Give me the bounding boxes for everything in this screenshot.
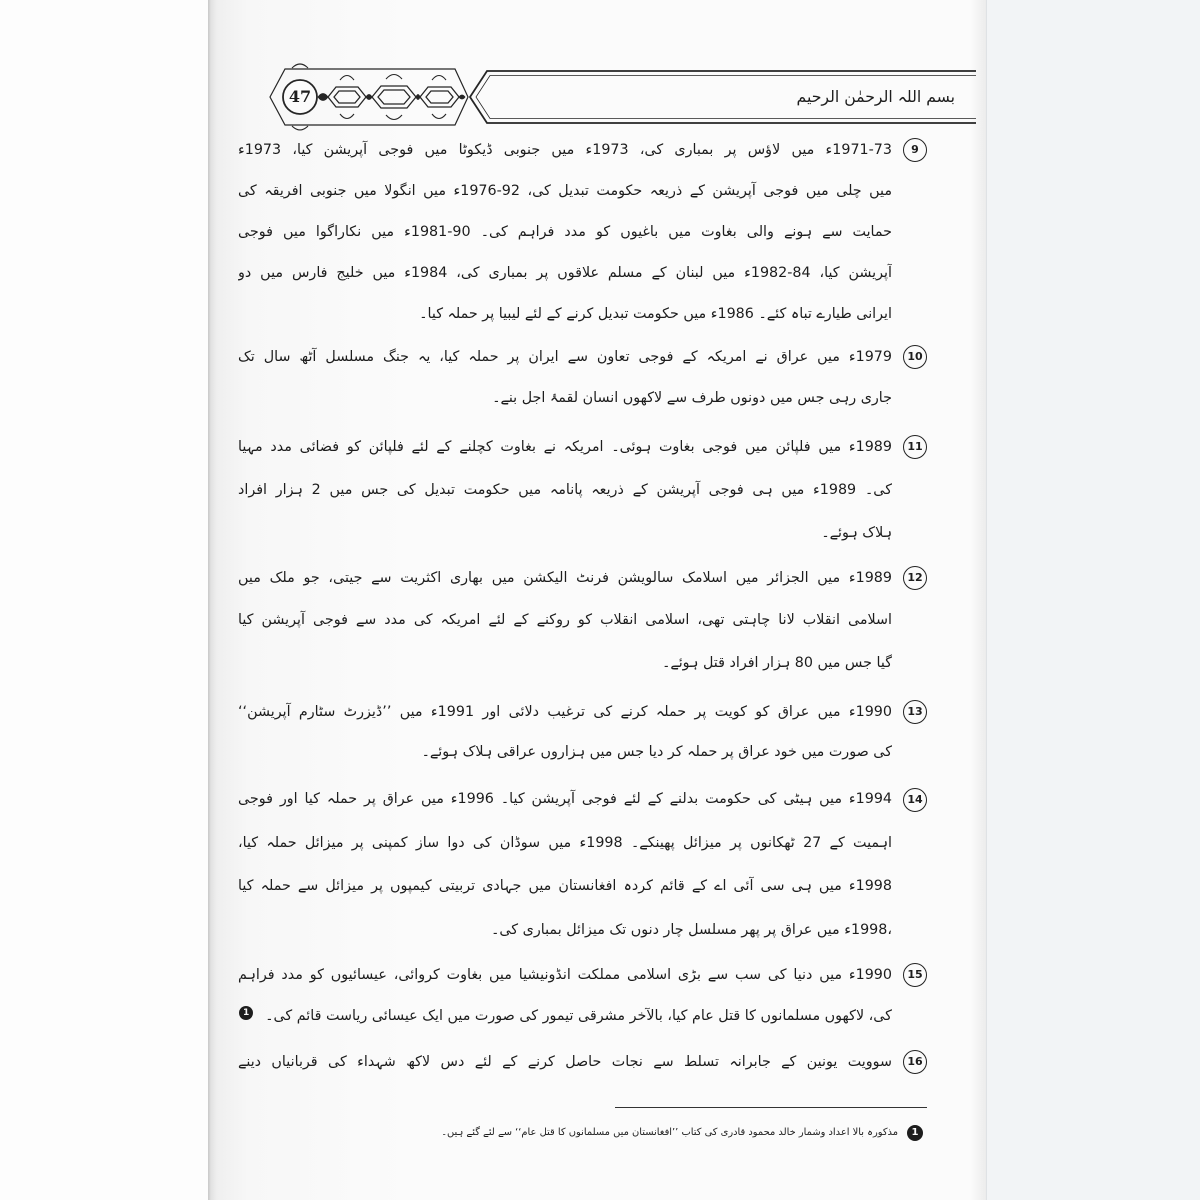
item-number-badge: 11 [903,435,927,459]
medallion-3 [420,87,459,107]
text-line: 1979ء میں عراق نے امریکہ کے فوجی تعاون سے ایران پر حملہ کیا، یہ جنگ مسلسل آٹھ سال تک [238,348,892,365]
text-line: گیا جس میں 80 ہزار افراد قتل ہوئے۔ [661,654,892,671]
list-item-10 [238,337,923,419]
footnote-reference-marker: 1 [239,1006,253,1020]
text-line: اسلامی انقلاب لانا چاہتی تھی، اسلامی انقلاب کو روکنے کے لئے امریکہ کی مدد سے فوجی آپریشن کیا [238,612,892,629]
medallion-2 [372,86,416,108]
running-title: بسم اللہ الرحمٰن الرحیم [796,87,955,106]
item-number-badge: 10 [903,345,927,369]
footnote-separator [615,1107,927,1108]
item-number-badge: 13 [903,700,927,724]
list-item-9 [238,130,919,335]
text-line: 1998ء میں ہی سی آئی اے کے قائم کردہ افغانستان میں جہادی تربیتی کیمپوں پر میزائل سے حملہ کیا [238,878,892,895]
text-line: اہمیت کے 27 ٹھکانوں پر میزائل پھینکے۔ 1998ء میں سوڈان کی دوا ساز کمپنی پر میزائل حملہ کیا، [238,834,892,851]
text-line-content: کی، لاکھوں مسلمانوں کا قتل عام کیا، بالآخر مشرقی تیمور کی صورت میں ایک عیسائی ریاست قائم کی۔ [265,1007,892,1024]
background-right [986,0,1200,1200]
list-item-16 [238,1041,923,1083]
text-line: کی صورت میں خود عراق پر حملہ کر دیا جس میں ہزاروں عراقی ہلاک ہوئے۔ [421,744,892,760]
list-item-15 [238,955,923,1037]
item-number-badge: 9 [903,138,927,162]
list-item-12 [238,557,923,685]
text-line: جاری رہی جس میں دونوں طرف سے لاکھوں انسان لقمۂ اجل بنے۔ [492,389,892,406]
text-line: کی۔ 1989ء میں ہی فوجی آپریشن کے ذریعہ پانامہ میں حکومت تبدیل کی جس میں 2 ہزار افراد [238,481,892,498]
text-line: ایرانی طیارے تباہ کئے۔ 1986ء میں حکومت تبدیل کرنے کے لئے لیبیا پر حملہ کیا۔ [419,305,892,322]
text-line: 1994ء میں ہیٹی کی حکومت بدلنے کے لئے فوجی آپریشن کیا۔ 1996ء میں عراق پر حملہ کیا اور فوجی [238,791,892,808]
text-line: حمایت سے ہونے والی بغاوت میں باغیوں کو مدد فراہم کی۔ 90-1981ء میں نکاراگوا میں فوجی [238,223,892,240]
text-line: سوویت یونین کے جابرانہ تسلط سے نجات حاصل کرنے کے لئے دس لاکھ شہداء کی قربانیاں دینے [238,1054,892,1070]
item-number-badge: 14 [903,788,927,812]
footnote-number-marker: 1 [907,1125,923,1141]
text-line [238,996,892,1037]
cartouche-link-ornament [318,94,465,101]
text-line: میں چلی میں فوجی آپریشن کے ذریعہ حکومت تبدیل کی، 92-1976ء میں انگولا میں جنوبی افریقہ کی [238,182,892,199]
list-item-13 [238,692,923,772]
list-item-11 [238,426,923,555]
footnote-text: مذکورہ بالا اعداد وشمار خالد محمود قادری کی کتاب ’’افغانستان میں مسلمانوں کا قتل عام‘‘ سے لئے گئے ہیں۔ [441,1127,898,1138]
list-item-14 [238,778,923,952]
item-number-badge: 16 [903,1050,927,1074]
text-line: ہلاک ہوئے۔ [821,524,892,541]
text-line: 1990ء میں دنیا کی سب سے بڑی اسلامی مملکت انڈونیشیا میں بغاوت کروائی، عیسائیوں کو مدد فراہم [238,966,892,983]
text-line: 1989ء میں فلپائن میں فوجی بغاوت ہوئی۔ امریکہ نے بغاوت کچلنے کے لئے فلپائن کو فضائی مدد مہیا [238,438,892,455]
text-line: 1989ء میں الجزائر میں اسلامک سالویشن فرنٹ الیکشن میں بھاری اکثریت سے جیتی، جو ملک میں [238,569,892,586]
text-line: 1971-73ء میں لاؤس پر بمباری کی، 1973ء میں جنوبی ڈیکوٹا میں فوجی آپریشن کیا، 1973ء [238,141,892,158]
text-line: ،1998ء میں عراق پر پھر مسلسل چار دنوں تک میزائل بمباری کی۔ [491,921,892,938]
medallion-1 [328,87,366,107]
page-number: 47 [288,87,312,106]
text-line: 1990ء میں عراق کو کویت پر حملہ کرنے کی ترغیب دلائی اور 1991ء میں ’’ڈیزرٹ سٹارم آپریشن‘‘ [238,704,892,720]
item-number-badge: 15 [903,963,927,987]
item-number-badge: 12 [903,566,927,590]
text-line: آپریشن کیا، 84-1982ء میں لبنان کے مسلم علاقوں پر بمباری کی، 1984ء میں خلیج فارس میں دو [238,264,892,281]
